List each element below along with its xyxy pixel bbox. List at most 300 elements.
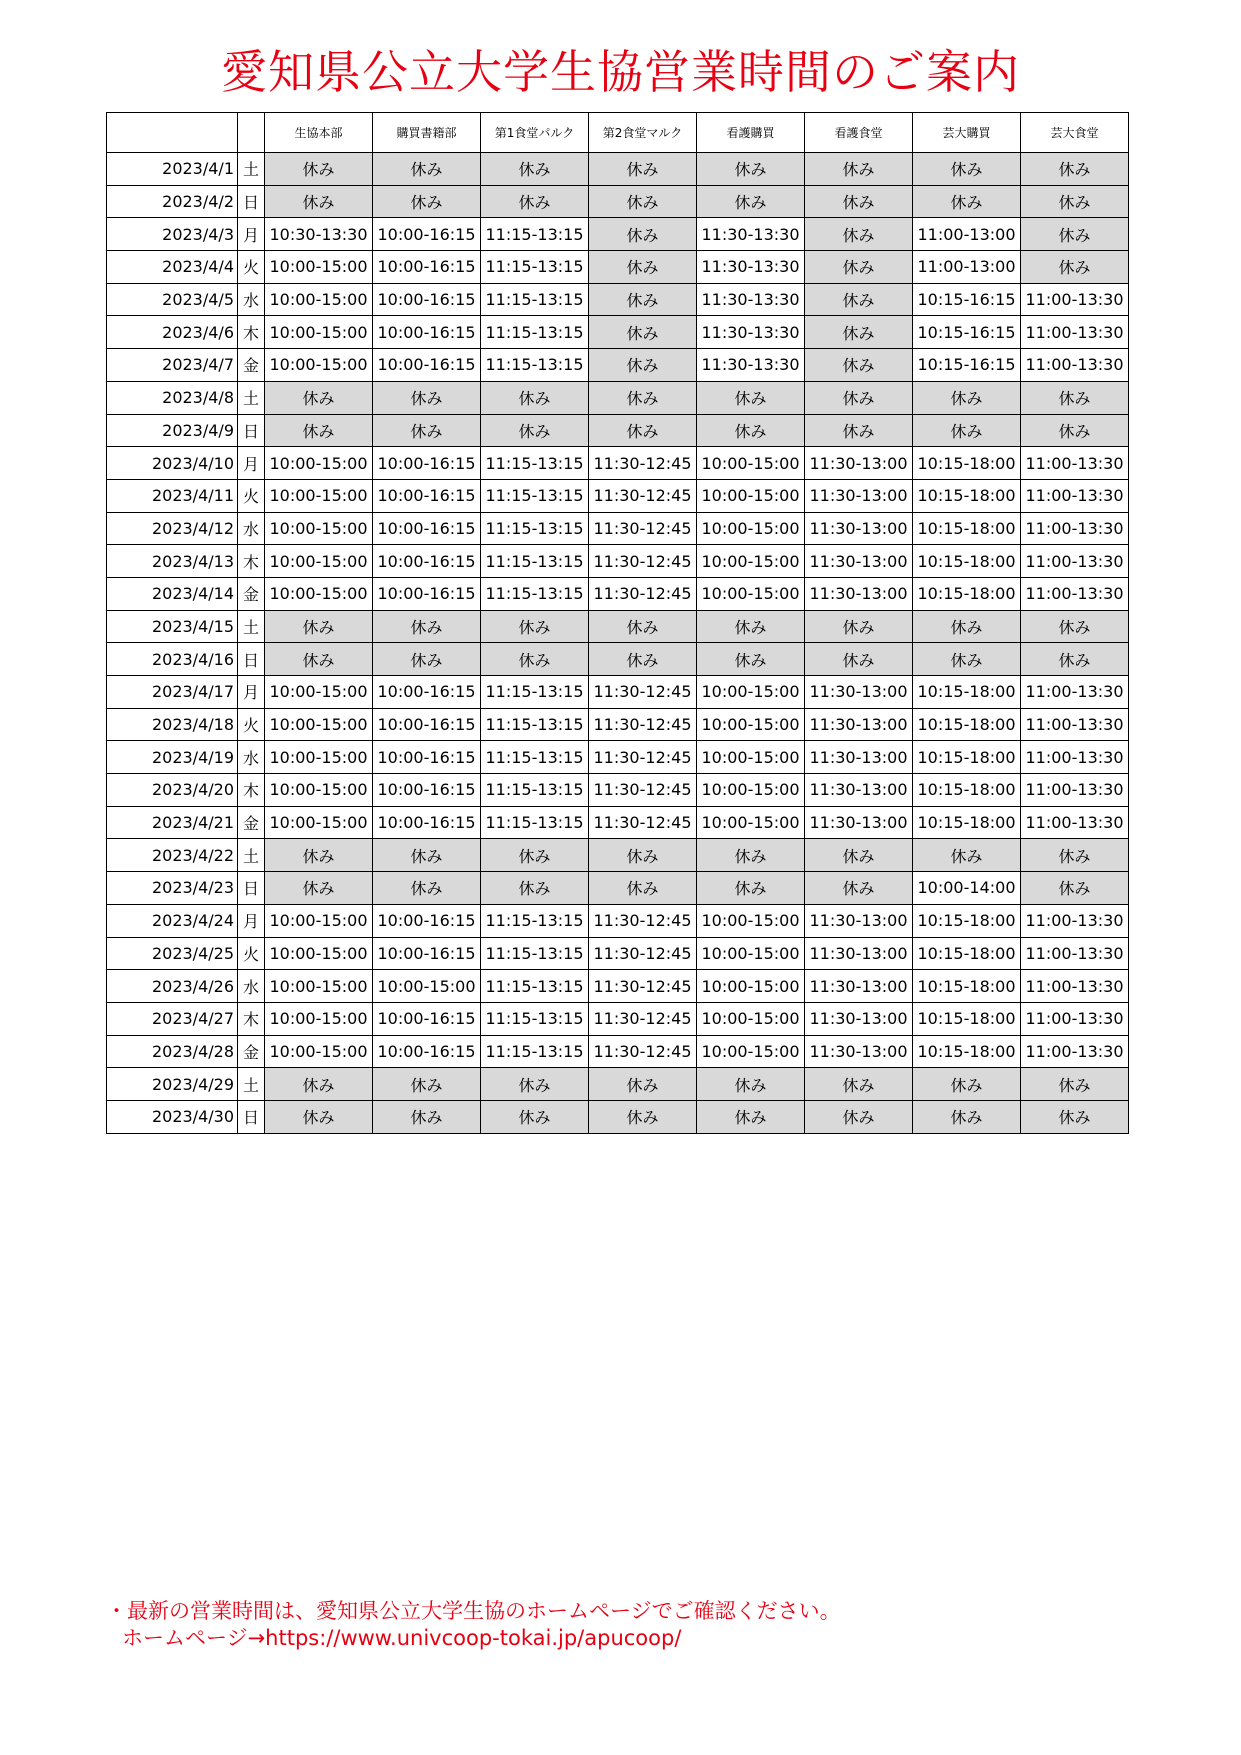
weekday-cell: 月 [238,676,265,709]
weekday-cell: 火 [238,479,265,512]
closed-cell: 休み [373,1100,481,1133]
hours-cell: 11:15-13:15 [481,970,589,1003]
date-cell: 2023/4/13 [107,545,238,578]
closed-cell: 休み [1021,251,1129,284]
date-cell: 2023/4/3 [107,218,238,251]
closed-cell: 休み [481,872,589,905]
closed-cell: 休み [265,414,373,447]
table-row [107,316,1129,349]
closed-cell: 休み [913,185,1021,218]
date-cell: 2023/4/28 [107,1035,238,1068]
date-cell: 2023/4/20 [107,774,238,807]
hours-cell: 10:00-16:15 [373,512,481,545]
hours-cell: 11:15-13:15 [481,577,589,610]
table-header-row [107,113,1129,153]
date-cell: 2023/4/8 [107,381,238,414]
hours-cell: 11:00-13:30 [1021,447,1129,480]
hours-cell: 10:15-18:00 [913,676,1021,709]
hours-cell: 11:15-13:15 [481,708,589,741]
hours-cell: 11:30-13:00 [805,479,913,512]
hours-cell: 11:30-12:45 [589,447,697,480]
table-row [107,774,1129,807]
closed-cell: 休み [1021,381,1129,414]
hours-cell: 11:00-13:30 [1021,970,1129,1003]
hours-cell: 10:00-15:00 [265,512,373,545]
hours-cell: 10:00-15:00 [265,316,373,349]
closed-cell: 休み [481,643,589,676]
hours-cell: 10:00-16:15 [373,349,481,382]
hours-cell: 10:15-18:00 [913,447,1021,480]
hours-cell: 10:15-18:00 [913,937,1021,970]
hours-cell: 10:00-15:00 [697,937,805,970]
hours-cell: 11:15-13:15 [481,1002,589,1035]
weekday-cell: 木 [238,545,265,578]
date-cell: 2023/4/4 [107,251,238,284]
closed-cell: 休み [1021,218,1129,251]
closed-cell: 休み [373,381,481,414]
hours-cell: 11:00-13:30 [1021,741,1129,774]
hours-cell: 10:00-16:15 [373,1002,481,1035]
hours-cell: 11:00-13:30 [1021,1035,1129,1068]
table-row [107,283,1129,316]
hours-cell: 11:30-13:00 [805,741,913,774]
date-cell: 2023/4/1 [107,153,238,186]
date-cell: 2023/4/24 [107,904,238,937]
hours-cell: 10:00-15:00 [265,806,373,839]
weekday-cell: 水 [238,970,265,1003]
hours-cell: 11:15-13:15 [481,316,589,349]
closed-cell: 休み [265,643,373,676]
closed-cell: 休み [805,414,913,447]
closed-cell: 休み [265,1100,373,1133]
hours-cell: 11:30-12:45 [589,904,697,937]
date-cell: 2023/4/16 [107,643,238,676]
date-cell: 2023/4/19 [107,741,238,774]
hours-cell: 11:00-13:30 [1021,1002,1129,1035]
hours-cell: 10:00-15:00 [265,970,373,1003]
date-cell: 2023/4/18 [107,708,238,741]
column-header: 生協本部 [265,113,373,153]
weekday-cell: 日 [238,872,265,905]
date-cell: 2023/4/14 [107,577,238,610]
table-row [107,381,1129,414]
closed-cell: 休み [589,839,697,872]
hours-cell: 10:00-15:00 [265,251,373,284]
closed-cell: 休み [1021,839,1129,872]
closed-cell: 休み [373,839,481,872]
closed-cell: 休み [481,610,589,643]
weekday-cell: 水 [238,283,265,316]
hours-cell: 10:00-16:15 [373,937,481,970]
hours-cell: 11:00-13:30 [1021,806,1129,839]
hours-cell: 11:00-13:30 [1021,708,1129,741]
table-row [107,447,1129,480]
hours-cell: 10:00-15:00 [265,676,373,709]
closed-cell: 休み [373,414,481,447]
closed-cell: 休み [913,839,1021,872]
hours-cell: 11:30-13:00 [805,806,913,839]
table-row [107,1100,1129,1133]
closed-cell: 休み [913,1068,1021,1101]
hours-cell: 10:00-15:00 [265,283,373,316]
table-row [107,904,1129,937]
hours-cell: 11:30-13:00 [805,708,913,741]
date-cell: 2023/4/23 [107,872,238,905]
date-cell: 2023/4/30 [107,1100,238,1133]
closed-cell: 休み [913,1100,1021,1133]
hours-cell: 10:00-15:00 [265,1035,373,1068]
hours-cell: 11:15-13:15 [481,218,589,251]
date-cell: 2023/4/11 [107,479,238,512]
closed-cell: 休み [589,316,697,349]
hours-cell: 11:30-13:00 [805,512,913,545]
hours-cell: 11:00-13:30 [1021,316,1129,349]
closed-cell: 休み [373,643,481,676]
hours-cell: 11:30-13:30 [697,349,805,382]
weekday-cell: 火 [238,251,265,284]
date-cell: 2023/4/9 [107,414,238,447]
hours-cell: 11:15-13:15 [481,806,589,839]
closed-cell: 休み [265,610,373,643]
closed-cell: 休み [589,218,697,251]
closed-cell: 休み [373,185,481,218]
hours-cell: 11:30-12:45 [589,479,697,512]
closed-cell: 休み [481,414,589,447]
date-cell: 2023/4/25 [107,937,238,970]
hours-cell: 10:00-15:00 [373,970,481,1003]
hours-cell: 11:15-13:15 [481,904,589,937]
hours-cell: 10:15-16:15 [913,283,1021,316]
closed-cell: 休み [481,1068,589,1101]
column-header: 購買書籍部 [373,113,481,153]
column-header: 第2食堂マルク [589,113,697,153]
hours-cell: 10:00-16:15 [373,218,481,251]
closed-cell: 休み [805,872,913,905]
hours-cell: 11:30-13:30 [697,251,805,284]
table-row [107,741,1129,774]
date-cell: 2023/4/12 [107,512,238,545]
hours-cell: 11:15-13:15 [481,251,589,284]
hours-cell: 10:00-15:00 [697,741,805,774]
hours-cell: 10:00-15:00 [265,577,373,610]
hours-cell: 11:30-13:00 [805,904,913,937]
closed-cell: 休み [265,872,373,905]
closed-cell: 休み [481,185,589,218]
closed-cell: 休み [589,872,697,905]
weekday-cell: 火 [238,937,265,970]
hours-cell: 10:15-18:00 [913,1035,1021,1068]
table-row [107,545,1129,578]
closed-cell: 休み [913,414,1021,447]
hours-cell: 11:00-13:30 [1021,937,1129,970]
hours-cell: 10:15-18:00 [913,774,1021,807]
hours-cell: 10:00-16:15 [373,479,481,512]
table-row [107,349,1129,382]
closed-cell: 休み [697,185,805,218]
hours-cell: 11:30-13:00 [805,577,913,610]
hours-cell: 11:30-12:45 [589,512,697,545]
closed-cell: 休み [805,251,913,284]
hours-cell: 11:15-13:15 [481,1035,589,1068]
table-row [107,251,1129,284]
hours-cell: 10:00-16:15 [373,774,481,807]
closed-cell: 休み [805,218,913,251]
table-row [107,185,1129,218]
closed-cell: 休み [373,610,481,643]
closed-cell: 休み [1021,414,1129,447]
table-row [107,153,1129,186]
closed-cell: 休み [265,839,373,872]
weekday-cell: 土 [238,153,265,186]
footer-note [106,1598,841,1652]
hours-cell: 10:00-15:00 [697,774,805,807]
hours-cell: 11:15-13:15 [481,447,589,480]
closed-cell: 休み [805,185,913,218]
closed-cell: 休み [589,1100,697,1133]
hours-cell: 10:00-16:15 [373,676,481,709]
hours-cell: 11:30-12:45 [589,937,697,970]
hours-cell: 11:15-13:15 [481,741,589,774]
closed-cell: 休み [589,610,697,643]
hours-cell: 11:30-12:45 [589,970,697,1003]
closed-cell: 休み [1021,872,1129,905]
hours-cell: 11:30-13:30 [697,218,805,251]
closed-cell: 休み [805,381,913,414]
closed-cell: 休み [1021,643,1129,676]
hours-cell: 10:00-14:00 [913,872,1021,905]
date-cell: 2023/4/7 [107,349,238,382]
closed-cell: 休み [913,381,1021,414]
closed-cell: 休み [265,153,373,186]
hours-cell: 10:00-16:15 [373,904,481,937]
hours-cell: 10:15-18:00 [913,479,1021,512]
hours-cell: 11:30-12:45 [589,806,697,839]
closed-cell: 休み [805,1100,913,1133]
hours-cell: 11:30-12:45 [589,741,697,774]
table-row [107,839,1129,872]
table-row [107,1002,1129,1035]
closed-cell: 休み [589,251,697,284]
weekday-cell: 土 [238,1068,265,1101]
closed-cell: 休み [697,643,805,676]
hours-cell: 10:15-18:00 [913,545,1021,578]
hours-cell: 10:00-16:15 [373,1035,481,1068]
closed-cell: 休み [589,185,697,218]
hours-cell: 11:00-13:30 [1021,283,1129,316]
date-cell: 2023/4/2 [107,185,238,218]
closed-cell: 休み [805,1068,913,1101]
hours-cell: 10:00-15:00 [697,512,805,545]
table-row [107,218,1129,251]
hours-cell: 11:30-13:00 [805,970,913,1003]
hours-cell: 11:00-13:30 [1021,545,1129,578]
closed-cell: 休み [697,872,805,905]
closed-cell: 休み [913,643,1021,676]
table-row [107,577,1129,610]
closed-cell: 休み [697,1100,805,1133]
header-date [107,113,238,153]
closed-cell: 休み [481,1100,589,1133]
table-row [107,708,1129,741]
closed-cell: 休み [913,153,1021,186]
hours-cell: 11:15-13:15 [481,479,589,512]
weekday-cell: 日 [238,643,265,676]
hours-cell: 10:00-16:15 [373,447,481,480]
hours-cell: 10:00-16:15 [373,545,481,578]
hours-cell: 10:15-18:00 [913,708,1021,741]
closed-cell: 休み [265,185,373,218]
table-row [107,676,1129,709]
closed-cell: 休み [1021,153,1129,186]
closed-cell: 休み [589,153,697,186]
hours-cell: 11:00-13:30 [1021,512,1129,545]
hours-cell: 11:30-13:30 [697,316,805,349]
hours-cell: 10:00-15:00 [265,1002,373,1035]
closed-cell: 休み [481,153,589,186]
hours-cell: 10:00-15:00 [265,479,373,512]
table-row [107,937,1129,970]
hours-cell: 11:30-12:45 [589,545,697,578]
weekday-cell: 木 [238,316,265,349]
hours-cell: 10:00-15:00 [697,708,805,741]
hours-cell: 11:30-12:45 [589,577,697,610]
closed-cell: 休み [589,381,697,414]
weekday-cell: 日 [238,1100,265,1133]
hours-cell: 11:30-13:00 [805,937,913,970]
weekday-cell: 土 [238,610,265,643]
table-row [107,643,1129,676]
hours-cell: 10:00-16:15 [373,283,481,316]
hours-cell: 10:00-15:00 [265,741,373,774]
closed-cell: 休み [805,643,913,676]
hours-cell: 11:30-13:30 [697,283,805,316]
date-cell: 2023/4/21 [107,806,238,839]
closed-cell: 休み [805,153,913,186]
hours-cell: 10:00-15:00 [265,447,373,480]
hours-cell: 11:30-13:00 [805,1035,913,1068]
hours-cell: 11:00-13:30 [1021,774,1129,807]
column-header: 看護購買 [697,113,805,153]
weekday-cell: 月 [238,218,265,251]
table-row [107,512,1129,545]
date-cell: 2023/4/17 [107,676,238,709]
footer-line-2: ホームページ→https://www.univcoop-tokai.jp/apucoop/ [122,1626,682,1650]
hours-cell: 11:00-13:30 [1021,479,1129,512]
hours-cell: 10:00-16:15 [373,741,481,774]
weekday-cell: 金 [238,806,265,839]
hours-cell: 11:30-12:45 [589,708,697,741]
column-header: 芸大購買 [913,113,1021,153]
hours-cell: 11:15-13:15 [481,349,589,382]
hours-cell: 10:15-18:00 [913,577,1021,610]
hours-cell: 10:00-15:00 [697,970,805,1003]
hours-cell: 11:15-13:15 [481,676,589,709]
date-cell: 2023/4/5 [107,283,238,316]
closed-cell: 休み [805,839,913,872]
date-cell: 2023/4/27 [107,1002,238,1035]
hours-cell: 11:15-13:15 [481,545,589,578]
weekday-cell: 金 [238,577,265,610]
hours-cell: 11:15-13:15 [481,512,589,545]
date-cell: 2023/4/15 [107,610,238,643]
closed-cell: 休み [697,610,805,643]
hours-cell: 10:00-15:00 [265,774,373,807]
hours-cell: 11:15-13:15 [481,283,589,316]
hours-cell: 10:15-18:00 [913,970,1021,1003]
hours-cell: 10:00-16:15 [373,251,481,284]
hours-cell: 10:15-18:00 [913,512,1021,545]
hours-cell: 10:00-15:00 [265,545,373,578]
date-cell: 2023/4/6 [107,316,238,349]
table-row [107,1035,1129,1068]
weekday-cell: 水 [238,512,265,545]
hours-cell: 10:00-15:00 [697,1002,805,1035]
column-header: 第1食堂パルク [481,113,589,153]
hours-cell: 11:30-12:45 [589,774,697,807]
table-row [107,806,1129,839]
hours-cell: 10:15-16:15 [913,316,1021,349]
closed-cell: 休み [481,839,589,872]
hours-cell: 10:00-15:00 [697,806,805,839]
hours-cell: 10:00-15:00 [697,904,805,937]
closed-cell: 休み [697,1068,805,1101]
closed-cell: 休み [697,381,805,414]
hours-cell: 10:00-15:00 [697,1035,805,1068]
hours-cell: 11:00-13:00 [913,251,1021,284]
closed-cell: 休み [265,381,373,414]
hours-cell: 11:30-13:00 [805,447,913,480]
table-body [107,153,1129,1134]
page-title: 愛知県公立大学生協営業時間のご案内 [221,45,1020,99]
schedule-table [106,112,1129,1134]
closed-cell: 休み [1021,1068,1129,1101]
closed-cell: 休み [481,381,589,414]
closed-cell: 休み [265,1068,373,1101]
hours-cell: 11:15-13:15 [481,774,589,807]
closed-cell: 休み [589,349,697,382]
closed-cell: 休み [697,414,805,447]
hours-cell: 10:00-15:00 [265,937,373,970]
hours-cell: 11:00-13:30 [1021,577,1129,610]
hours-cell: 10:30-13:30 [265,218,373,251]
hours-cell: 11:00-13:30 [1021,676,1129,709]
table-row [107,414,1129,447]
closed-cell: 休み [1021,185,1129,218]
hours-cell: 10:00-16:15 [373,316,481,349]
hours-cell: 11:30-12:45 [589,1035,697,1068]
closed-cell: 休み [589,643,697,676]
closed-cell: 休み [805,283,913,316]
weekday-cell: 土 [238,839,265,872]
hours-cell: 11:30-13:00 [805,676,913,709]
hours-cell: 10:00-15:00 [697,479,805,512]
hours-cell: 11:00-13:30 [1021,349,1129,382]
weekday-cell: 木 [238,774,265,807]
closed-cell: 休み [373,872,481,905]
date-cell: 2023/4/10 [107,447,238,480]
closed-cell: 休み [913,610,1021,643]
hours-cell: 11:30-12:45 [589,676,697,709]
hours-cell: 11:00-13:00 [913,218,1021,251]
hours-cell: 11:15-13:15 [481,937,589,970]
date-cell: 2023/4/22 [107,839,238,872]
weekday-cell: 水 [238,741,265,774]
date-cell: 2023/4/29 [107,1068,238,1101]
table-row [107,1068,1129,1101]
hours-cell: 10:00-15:00 [697,676,805,709]
footer-line-1: ・最新の営業時間は、愛知県公立大学生協のホームページでご確認ください。 [106,1599,841,1623]
hours-cell: 10:00-15:00 [697,447,805,480]
